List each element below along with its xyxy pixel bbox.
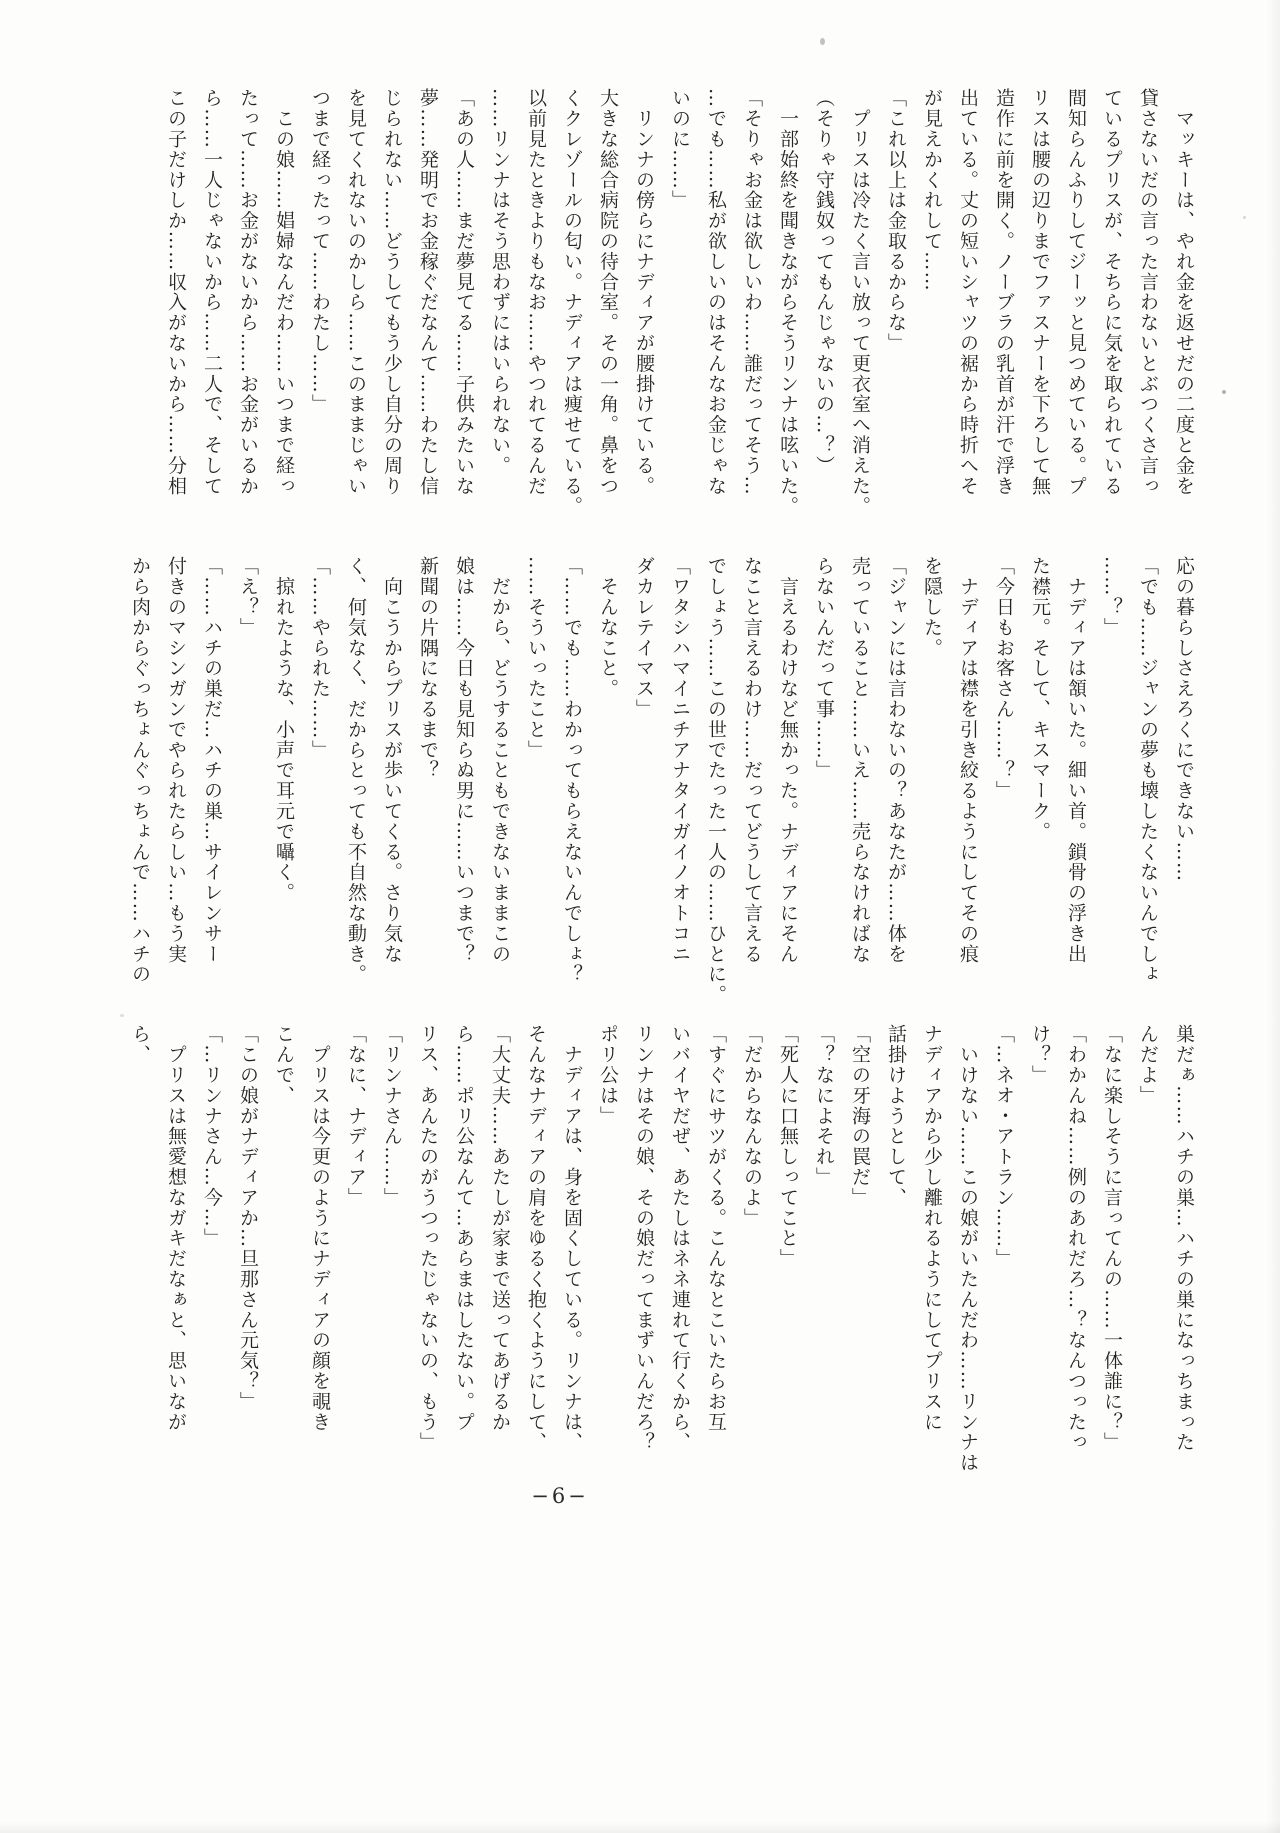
text-column: ら……ポリ公なんて…あらまはしたない。プ xyxy=(453,1024,475,1432)
text-column: 付きのマシンガンでやられたらしい…もう実 xyxy=(165,556,187,964)
scan-speck xyxy=(120,1014,124,1017)
text-column: 娘は……今日も見知らぬ男に……いつまで？ xyxy=(453,556,475,964)
text-column: 「わかんね……例のあれだろ…？なんつったっ xyxy=(1065,1024,1087,1453)
text-column: 「なに、ナディア」 xyxy=(345,1024,367,1208)
text-column: く、何気なく、だからとっても不自然な動き。 xyxy=(345,556,367,985)
text-column: …でも……私が欲しいのはそんなお金じゃな xyxy=(705,88,727,496)
text-column: 「なに楽しそうに言ってんの……一体誰に？」 xyxy=(1101,1024,1123,1453)
text-column: 「すぐにサツがくる。こんなとこいたらお互 xyxy=(705,1024,727,1432)
text-column: プリスは無愛想なガキだなぁと、思いなが xyxy=(165,1024,187,1432)
text-column: 「あの人……まだ夢見てる……子供みたいな xyxy=(453,88,475,496)
vertical-text-area xyxy=(80,88,1202,1492)
text-column: 掠れたような、小声で耳元で囁く。 xyxy=(273,556,295,903)
text-column: 出ている。丈の短いシャツの裾から時折へそ xyxy=(957,88,979,496)
text-column: （そりゃ守銭奴ってもんじゃないの…？） xyxy=(813,88,835,476)
text-column: から肉からぐっちょんぐっちょんで……ハチの xyxy=(129,556,151,985)
text-column: 向こうからプリスが歩いてくる。さり気な xyxy=(381,556,403,964)
text-column: 以前見たときよりもなお……やつれてるんだ xyxy=(525,88,547,496)
text-column: 新聞の片隅になるまで？ xyxy=(417,556,439,781)
text-column: リンナはその娘、その娘だってまずいんだろ？ xyxy=(633,1024,655,1453)
page-number: −6− xyxy=(531,1484,589,1508)
text-column: 「死人に口無しってこと」 xyxy=(777,1024,799,1269)
text-column: ら、 xyxy=(129,1024,151,1065)
text-column: マッキーは、やれ金を返せだの二度と金を xyxy=(1173,88,1195,496)
text-column: この子だけしか……収入がないから……分相 xyxy=(165,88,187,496)
text-column: ナディアは頷いた。細い首。鎖骨の浮き出 xyxy=(1065,556,1087,964)
text-column: でしょう……この世でたった一人の……ひとに。 xyxy=(705,556,727,1005)
text-column: ナディアは、身を固くしている。リンナは、 xyxy=(561,1024,583,1453)
text-column: 巣だぁ……ハチの巣…ハチの巣になっちまった xyxy=(1173,1024,1195,1453)
text-column: 「？なによそれ」 xyxy=(813,1024,835,1188)
text-column: 「…リンナさん…今…」 xyxy=(201,1024,223,1249)
text-column: 話掛けようとして、 xyxy=(885,1024,907,1208)
text-column: 応の暮らしさえろくにできない…… xyxy=(1173,556,1195,883)
text-column: 間知らんふりしてジーッと見つめている。プ xyxy=(1065,88,1087,496)
text-column: いのに……」 xyxy=(669,88,691,211)
text-column: 「え？」 xyxy=(237,556,259,638)
text-column: いけない……この娘がいたんだわ……リンナは xyxy=(957,1024,979,1473)
text-column: そんなこと。 xyxy=(597,556,619,699)
text-column: ナディアから少し離れるようにしてプリスに xyxy=(921,1024,943,1432)
text-column: ……リンナはそう思わずにはいられない。 xyxy=(489,88,511,476)
text-column: リンナの傍らにナディアが腰掛けている。 xyxy=(633,88,655,496)
scan-speck xyxy=(820,38,825,45)
text-column: そんなナディアの肩をゆるく抱くようにして、 xyxy=(525,1024,547,1453)
text-column: を見てくれないのかしら……このままじゃい xyxy=(345,88,367,496)
text-column: 売っていること……いえ……売らなければな xyxy=(849,556,871,964)
text-column: ダカレテイマス」 xyxy=(633,556,655,720)
text-column: いバイヤだぜ、あたしはネネ連れて行くから、 xyxy=(669,1024,691,1453)
text-column: こんで、 xyxy=(273,1024,295,1106)
text-column: 「空の牙海の罠だ」 xyxy=(849,1024,871,1208)
text-column: プリスは冷たく言い放って更衣室へ消えた。 xyxy=(849,88,871,517)
text-column: 造作に前を開く。ノーブラの乳首が汗で浮き xyxy=(993,88,1015,496)
scan-speck xyxy=(1222,390,1226,394)
text-column: じられない……どうしてもう少し自分の周り xyxy=(381,88,403,496)
text-column: ポリ公は」 xyxy=(597,1024,619,1126)
text-column: リス、あんたのがうつったじゃないの、もう」 xyxy=(417,1024,439,1453)
text-column: つまで経ったって……わたし……」 xyxy=(309,88,331,415)
text-column: 「そりゃお金は欲しいわ……誰だってそう… xyxy=(741,88,763,496)
text-column: 言えるわけなど無かった。ナディアにそん xyxy=(777,556,799,964)
text-band-top xyxy=(80,88,1202,540)
text-column: 「……やられた……」 xyxy=(309,556,331,760)
text-column: 「だからなんなのよ」 xyxy=(741,1024,763,1228)
text-column: だから、どうすることもできないままこの xyxy=(489,556,511,964)
text-column: この娘……娼婦なんだわ……いつまで経っ xyxy=(273,88,295,496)
scan-edge-shadow xyxy=(1266,0,1280,1833)
text-column: が見えかくれして…… xyxy=(921,88,943,292)
text-column: 「大丈夫……あたしが家まで送ってあげるか xyxy=(489,1024,511,1432)
text-column: リスは腰の辺りまでファスナーを下ろして無 xyxy=(1029,88,1051,496)
text-column: ら……一人じゃないから……二人で、そして xyxy=(201,88,223,496)
text-column: 大きな総合病院の待合室。その一角。鼻をつ xyxy=(597,88,619,496)
text-column: なこと言えるわけ……だってどうして言える xyxy=(741,556,763,964)
text-column: 「ジャンには言わないの？あなたが……体を xyxy=(885,556,907,964)
scan-edge-shadow xyxy=(0,1821,1280,1833)
text-column: 貸さないだの言った言わないとぶつくさ言っ xyxy=(1137,88,1159,496)
text-column: 「今日もお客さん……？」 xyxy=(993,556,1015,801)
text-column: た襟元。そして、キスマーク。 xyxy=(1029,556,1051,842)
text-column: 夢……発明でお金稼ぐだなんて……わたし信 xyxy=(417,88,439,496)
text-band-bottom xyxy=(80,1024,1202,1476)
text-column: プリスは今更のようにナディアの顔を覗き xyxy=(309,1024,331,1432)
text-column: 一部始終を聞きながらそうリンナは呟いた。 xyxy=(777,88,799,517)
text-column: 「……でも……わかってもらえないんでしょ？ xyxy=(561,556,583,985)
text-column: んだよ」 xyxy=(1137,1024,1159,1106)
text-column: たって……お金がないから……お金がいるか xyxy=(237,88,259,496)
text-column: 「……ハチの巣だ…ハチの巣…サイレンサー xyxy=(201,556,223,964)
text-column: 「リンナさん……」 xyxy=(381,1024,403,1208)
text-column: くクレゾールの匂い。ナディアは痩せている。 xyxy=(561,88,583,517)
text-column: ……？」 xyxy=(1101,556,1123,638)
text-band-middle xyxy=(80,556,1202,1008)
text-column: らないんだって事……」 xyxy=(813,556,835,781)
text-column: ているプリスが、そちらに気を取られている xyxy=(1101,88,1123,496)
text-column: 「…ネオ・アトラン……」 xyxy=(993,1024,1015,1269)
text-column: 「ワタシハマイニチアナタイガイノオトコニ xyxy=(669,556,691,964)
text-column: ……そういったこと」 xyxy=(525,556,547,760)
scan-speck xyxy=(1243,216,1246,219)
text-column: け？」 xyxy=(1029,1024,1051,1086)
text-column: ナディアは襟を引き絞るようにしてその痕 xyxy=(957,556,979,964)
text-column: 「でも……ジャンの夢も壊したくないんでしょ xyxy=(1137,556,1159,985)
text-column: 「この娘がナディアか…旦那さん元気？」 xyxy=(237,1024,259,1412)
text-column: 「これ以上は金取るからな」 xyxy=(885,88,907,354)
text-column: を隠した。 xyxy=(921,556,943,658)
